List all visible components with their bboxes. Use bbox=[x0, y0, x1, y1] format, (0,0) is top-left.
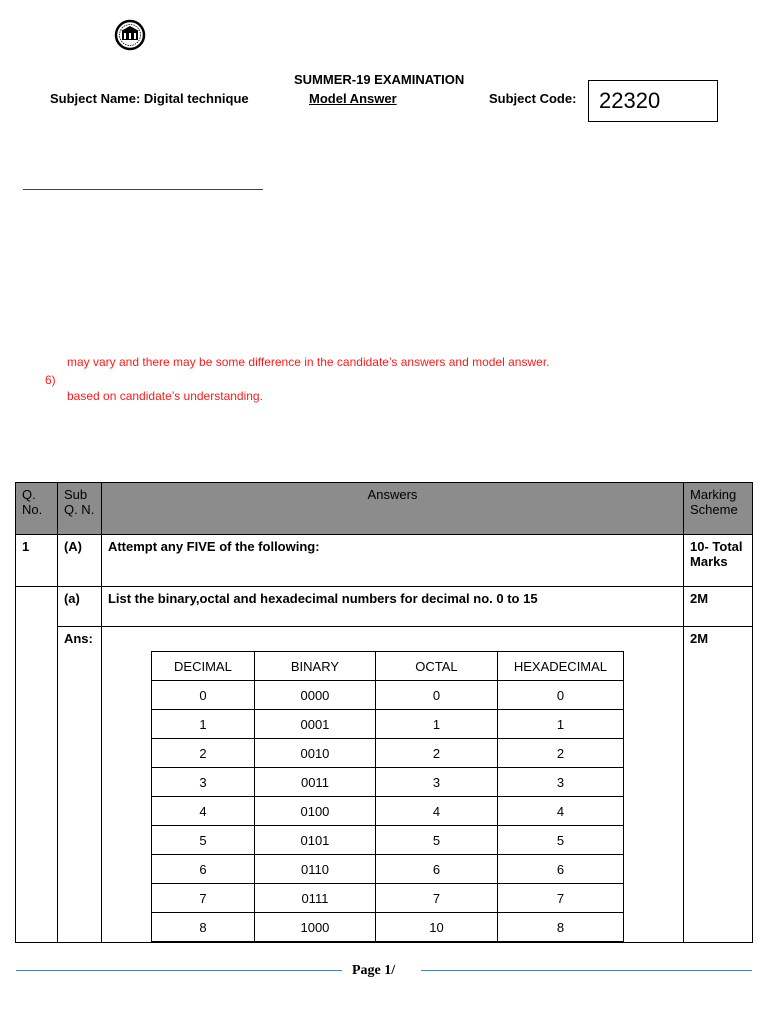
cell: 2 bbox=[375, 739, 497, 768]
cell: 6 bbox=[497, 855, 623, 884]
row2-q-no bbox=[16, 587, 58, 943]
table-row bbox=[16, 627, 753, 943]
answer-table bbox=[15, 482, 753, 943]
note-line-1: may vary and there may be some difference in the candidate’s answers and model answer. bbox=[67, 355, 550, 369]
conversion-header-row bbox=[151, 652, 623, 681]
header-answers bbox=[101, 483, 683, 535]
cell: 6 bbox=[375, 855, 497, 884]
cell: 0111 bbox=[254, 884, 375, 913]
cell: 1 bbox=[375, 710, 497, 739]
cell: 0011 bbox=[254, 768, 375, 797]
subject-name: Subject Name: Digital technique bbox=[50, 91, 249, 106]
table-row bbox=[151, 797, 623, 826]
cell: 8 bbox=[497, 913, 623, 942]
note-number: 6) bbox=[45, 373, 56, 387]
cell: 0110 bbox=[254, 855, 375, 884]
cell: 2 bbox=[497, 739, 623, 768]
table-row bbox=[151, 739, 623, 768]
cell: 3 bbox=[375, 768, 497, 797]
row3-answer-cell bbox=[101, 627, 683, 943]
header-marking-text: Marking Scheme bbox=[690, 487, 738, 517]
cell: 3 bbox=[497, 768, 623, 797]
footer-line-left bbox=[16, 970, 342, 971]
cell: 5 bbox=[497, 826, 623, 855]
conversion-table bbox=[151, 651, 624, 942]
cell: 10 bbox=[375, 913, 497, 942]
table-row bbox=[151, 710, 623, 739]
exam-title: SUMMER-19 EXAMINATION bbox=[294, 72, 465, 87]
cell: 1 bbox=[497, 710, 623, 739]
cell: 0000 bbox=[254, 681, 375, 710]
table-row bbox=[151, 855, 623, 884]
cell: 0010 bbox=[254, 739, 375, 768]
cell: 7 bbox=[151, 884, 254, 913]
header-q-no-text: Q. No. bbox=[22, 487, 43, 517]
col-octal: OCTAL bbox=[375, 652, 497, 681]
cell: 0 bbox=[375, 681, 497, 710]
header-answers-text: Answers bbox=[367, 487, 418, 502]
cell: 0 bbox=[151, 681, 254, 710]
col-binary: BINARY bbox=[254, 652, 375, 681]
row1-sub-q: (A) bbox=[57, 535, 101, 587]
subject-code-label: Subject Code: bbox=[489, 91, 577, 106]
cell: 1 bbox=[151, 710, 254, 739]
cell: 3 bbox=[151, 768, 254, 797]
table-row bbox=[151, 826, 623, 855]
cell: 0 bbox=[497, 681, 623, 710]
cell: 7 bbox=[497, 884, 623, 913]
row2-text: List the binary,octal and hexadecimal numbers for decimal no. 0 to 15 bbox=[101, 587, 683, 627]
col-decimal: DECIMAL bbox=[151, 652, 254, 681]
row1-q-no: 1 bbox=[16, 535, 58, 587]
row2-sub-q: (a) bbox=[57, 587, 101, 627]
col-hexadecimal: HEXADECIMAL bbox=[497, 652, 623, 681]
cell: 0001 bbox=[254, 710, 375, 739]
note-line-2: based on candidate’s understanding. bbox=[67, 389, 263, 403]
header-sub-q bbox=[57, 483, 101, 535]
cell: 6 bbox=[151, 855, 254, 884]
cell: 1000 bbox=[254, 913, 375, 942]
cell: 0100 bbox=[254, 797, 375, 826]
table-header-row bbox=[16, 483, 753, 535]
cell: 5 bbox=[151, 826, 254, 855]
header-sub-q-text: Sub Q. N. bbox=[63, 487, 95, 517]
header-marking bbox=[684, 483, 753, 535]
cell: 7 bbox=[375, 884, 497, 913]
header-q-no bbox=[16, 483, 58, 535]
table-row bbox=[151, 681, 623, 710]
institution-logo-icon bbox=[108, 18, 152, 52]
row3-sub-q: Ans: bbox=[57, 627, 101, 943]
cell: 4 bbox=[151, 797, 254, 826]
model-answer-label: Model Answer bbox=[309, 91, 397, 106]
cell: 4 bbox=[497, 797, 623, 826]
cell: 4 bbox=[375, 797, 497, 826]
row3-marks: 2M bbox=[684, 627, 753, 943]
footer-line-right bbox=[421, 970, 752, 971]
table-row bbox=[16, 535, 753, 587]
cell: 8 bbox=[151, 913, 254, 942]
row2-marks: 2M bbox=[684, 587, 753, 627]
table-row bbox=[151, 884, 623, 913]
cell: 5 bbox=[375, 826, 497, 855]
page-label: Page 1/ bbox=[352, 963, 396, 978]
table-row bbox=[151, 768, 623, 797]
table-row bbox=[16, 587, 753, 627]
subject-code-box: 22320 bbox=[588, 80, 718, 122]
row1-text: Attempt any FIVE of the following: bbox=[101, 535, 683, 587]
table-row bbox=[151, 913, 623, 942]
red-divider bbox=[23, 189, 263, 190]
cell: 0101 bbox=[254, 826, 375, 855]
cell: 2 bbox=[151, 739, 254, 768]
row1-marks: 10- Total Marks bbox=[684, 535, 753, 587]
